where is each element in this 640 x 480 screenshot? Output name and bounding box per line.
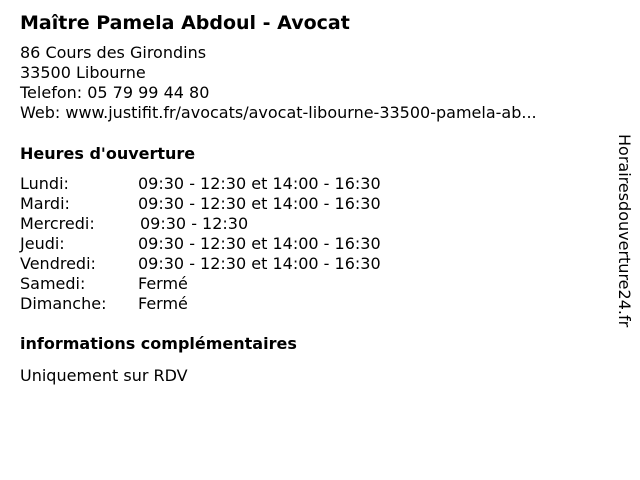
day-label: Mardi:: [20, 194, 70, 213]
day-label: Dimanche:: [20, 294, 107, 313]
opening-hours-heading: Heures d'ouverture: [20, 144, 196, 163]
day-label: Vendredi:: [20, 254, 96, 273]
additional-info-text: Uniquement sur RDV: [20, 366, 188, 385]
time-value: Fermé: [138, 294, 188, 313]
hours-row-wednesday: [20, 214, 440, 234]
day-label: Samedi:: [20, 274, 86, 293]
hours-row-thursday: [20, 234, 440, 254]
website-link: Web: www.justifit.fr/avocats/avocat-libourne-33500-pamela-ab...: [20, 103, 537, 122]
address-street: 86 Cours des Girondins: [20, 43, 207, 62]
day-label: Jeudi:: [20, 234, 65, 253]
opening-hours-table: [20, 174, 440, 314]
additional-info-heading: informations complémentaires: [20, 334, 297, 353]
address-block: [20, 43, 537, 123]
page-title: Maître Pamela Abdoul - Avocat: [20, 12, 350, 34]
address-city: 33500 Libourne: [20, 63, 146, 82]
hours-row-sunday: [20, 294, 440, 314]
time-value: 09:30 - 12:30 et 14:00 - 16:30: [138, 174, 381, 193]
watermark-text: Horairesdouverture24.fr: [615, 134, 634, 328]
hours-row-friday: [20, 254, 440, 274]
time-value: 09:30 - 12:30 et 14:00 - 16:30: [138, 234, 381, 253]
time-value: 09:30 - 12:30 et 14:00 - 16:30: [138, 194, 381, 213]
hours-row-tuesday: [20, 194, 440, 214]
day-label: Mercredi:: [20, 214, 95, 233]
hours-row-saturday: [20, 274, 440, 294]
time-value: 09:30 - 12:30: [140, 214, 249, 233]
time-value: 09:30 - 12:30 et 14:00 - 16:30: [138, 254, 381, 273]
day-label: Lundi:: [20, 174, 69, 193]
watermark: [612, 134, 636, 346]
hours-row-monday: [20, 174, 440, 194]
time-value: Fermé: [138, 274, 188, 293]
phone-number: Telefon: 05 79 99 44 80: [20, 83, 210, 102]
